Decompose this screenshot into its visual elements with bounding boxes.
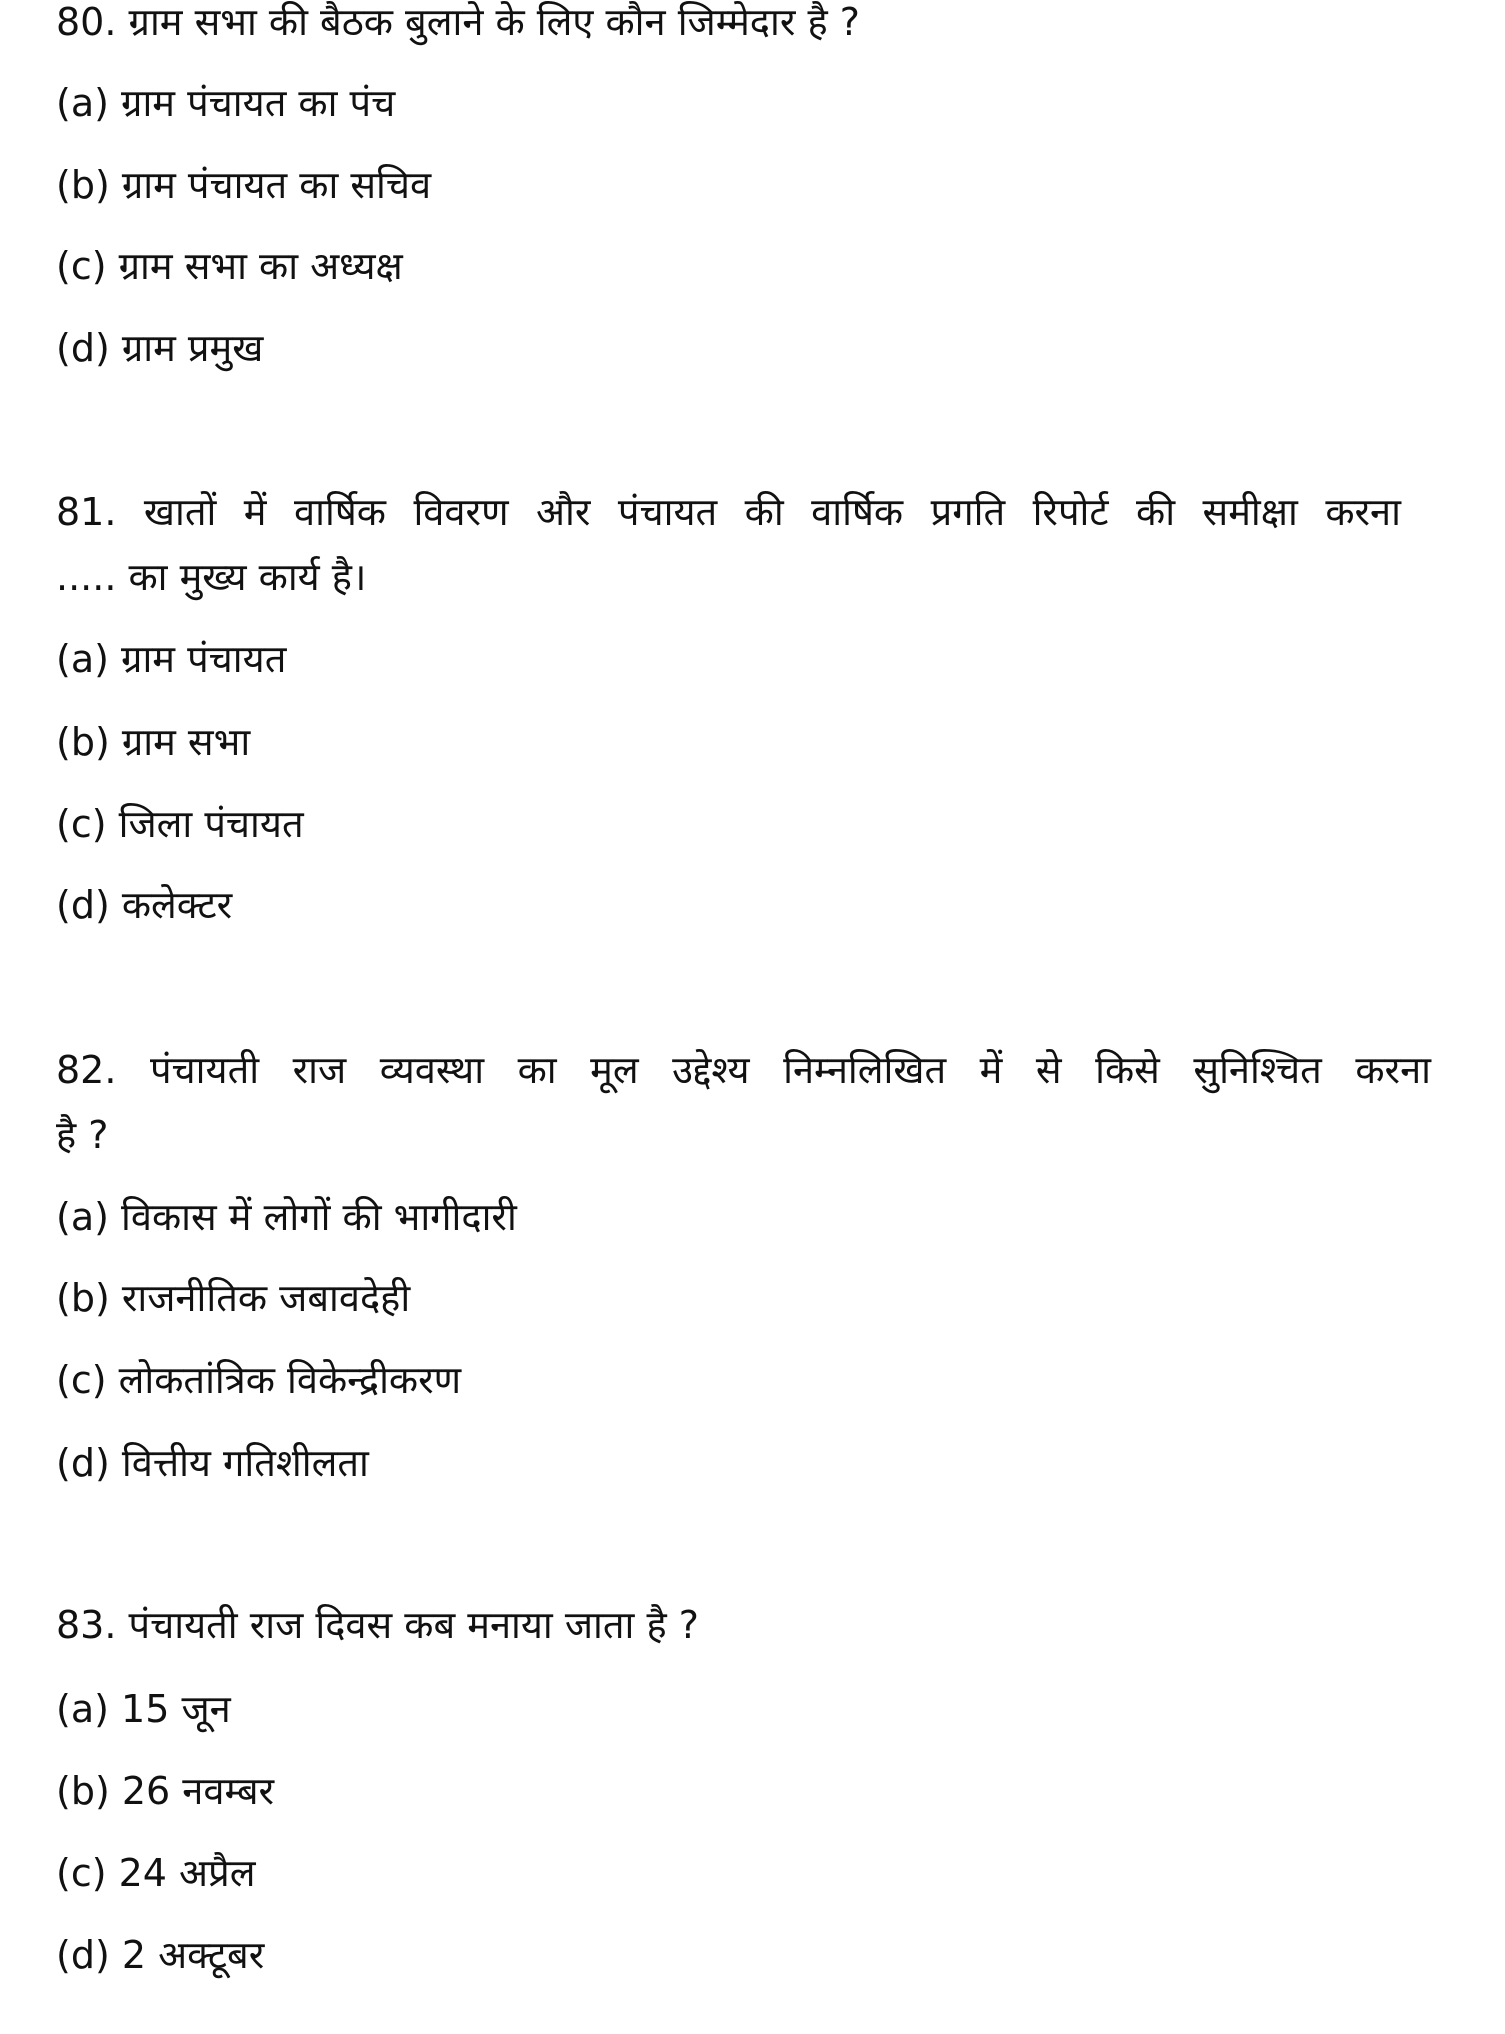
option-c: (c) जिला पंचायत	[56, 802, 304, 846]
option-c: (c) लोकतांत्रिक विकेन्द्रीकरण	[56, 1358, 462, 1402]
option-d: (d) वित्तीय गतिशीलता	[56, 1441, 369, 1485]
option-b: (b) राजनीतिक जबावदेही	[56, 1276, 411, 1320]
question-text: 81. खातों में वार्षिक विवरण और पंचायत की वार्षिक प्रगति रिपोर्ट की समीक्षा करना	[56, 490, 1401, 534]
option-b: (b) ग्राम पंचायत का सचिव	[56, 163, 432, 207]
option-a: (a) विकास में लोगों की भागीदारी	[56, 1195, 517, 1239]
option-b: (b) ग्राम सभा	[56, 720, 251, 764]
question-text: 83. पंचायती राज दिवस कब मनाया जाता है ?	[56, 1603, 699, 1647]
option-c: (c) 24 अप्रैल	[56, 1851, 256, 1895]
option-c: (c) ग्राम सभा का अध्यक्ष	[56, 244, 403, 288]
question-text-continued: ..... का मुख्य कार्य है।	[56, 555, 367, 599]
question-text: 80. ग्राम सभा की बैठक बुलाने के लिए कौन जिम्मेदार है ?	[56, 0, 860, 44]
option-a: (a) 15 जून	[56, 1687, 231, 1731]
option-a: (a) ग्राम पंचायत	[56, 637, 287, 681]
option-b: (b) 26 नवम्बर	[56, 1769, 275, 1813]
option-d: (d) ग्राम प्रमुख	[56, 326, 264, 370]
question-text: 82. पंचायती राज व्यवस्था का मूल उद्देश्य निम्नलिखित में से किसे सुनिश्चित करना	[56, 1048, 1431, 1092]
option-a: (a) ग्राम पंचायत का पंच	[56, 81, 396, 125]
question-text-continued: है ?	[56, 1113, 109, 1157]
option-d: (d) 2 अक्टूबर	[56, 1933, 265, 1977]
option-d: (d) कलेक्टर	[56, 883, 233, 927]
